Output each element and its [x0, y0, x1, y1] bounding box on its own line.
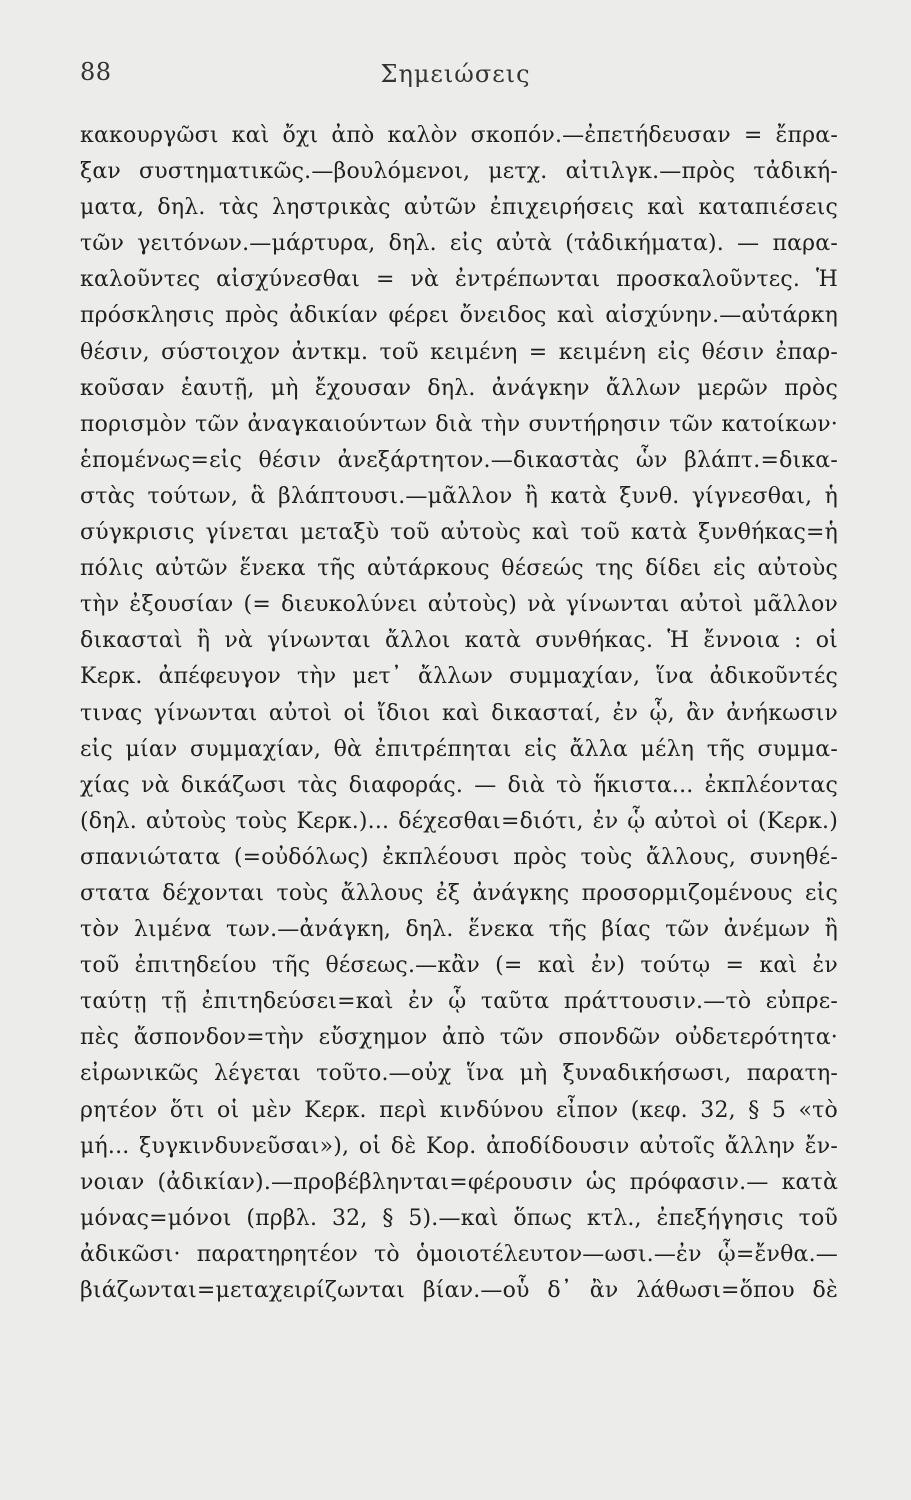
text-line: σπανιώτατα (=οὐδόλως) ἐκπλέουσι πρὸς τοὺς ἄλλους, συνηθέ- [80, 844, 838, 870]
text-line: πρόσκλησις πρὸς ἀδικίαν φέρει ὄνειδος καὶ αἰσχύνην.—αὐτάρκη [80, 303, 838, 329]
text-line: Κερκ. ἀπέφευγον τὴν μετ᾽ ἄλλων συμμαχίαν, ἵνα ἀδικοῦντές [80, 664, 838, 690]
text-line: βιάζωνται=μεταχειρίζωνται βίαν.—οὗ δ᾽ ἂν λάθωσι=ὅπου δὲ [80, 1278, 838, 1303]
text-line: τινας γίνωνται αὐτοὶ οἱ ἴδιοι καὶ δικασταί, ἐν ᾧ, ἂν ἀνήκωσιν [80, 700, 838, 726]
page-number: 88 [80, 58, 112, 86]
text-line: στὰς τούτων, ἃ βλάπτουσι.—μᾶλλον ἢ κατὰ ξυνθ. γίγνεσθαι, ἡ [80, 483, 838, 509]
text-line: κακουργῶσι καὶ ὄχι ἀπὸ καλὸν σκοπόν.—ἐπετήδευσαν = ἔπρα- [80, 123, 838, 148]
text-line: εἰρωνικῶς λέγεται τοῦτο.—οὐχ ἵνα μὴ ξυναδικήσωσι, παρατη- [80, 1061, 838, 1087]
text-line: ρητέον ὅτι οἱ μὲν Κερκ. περὶ κινδύνου εἶπον (κεφ. 32, § 5 «τὸ [80, 1097, 838, 1123]
text-line: πὲς ἄσπονδον=τὴν εὔσχημον ἀπὸ τῶν σπονδῶν οὐδετερότητα· [80, 1025, 838, 1051]
notes-text-block [80, 118, 838, 1309]
text-line: σύγκρισις γίνεται μεταξὺ τοῦ αὐτοὺς καὶ τοῦ κατὰ ξυνθήκας=ἡ [80, 520, 838, 546]
text-line: εἰς μίαν συμμαχίαν, θὰ ἐπιτρέπηται εἰς ἄλλα μέλη τῆς συμμα- [80, 736, 838, 762]
text-line: νοιαν (ἀδικίαν).—προβέβληνται=φέρουσιν ὡς πρόφασιν.— κατὰ [80, 1169, 838, 1195]
text-line: χίας νὰ δικάζωσι τὰς διαφοράς. — διὰ τὸ ἥκιστα... ἐκπλέοντας [80, 772, 838, 798]
text-line: τὴν ἐξουσίαν (= διευκολύνει αὐτοὺς) νὰ γίνωνται αὐτοὶ μᾶλλον [80, 592, 838, 618]
text-line: θέσιν, σύστοιχον ἀντκμ. τοῦ κειμένη = κειμένη εἰς θέσιν ἐπαρ- [80, 339, 838, 365]
text-line: κοῦσαν ἑαυτῇ, μὴ ἔχουσαν δηλ. ἀνάγκην ἄλλων μερῶν πρὸς [80, 375, 838, 401]
running-head: Σημειώσεις [380, 60, 531, 88]
text-line: ἑπομένως=εἰς θέσιν ἀνεξάρτητον.—δικαστὰς ὧν βλάπτ.=δικα- [80, 447, 838, 473]
text-line: τὸν λιμένα των.—ἀνάγκη, δηλ. ἕνεκα τῆς βίας τῶν ἀνέμων ἢ [80, 917, 838, 943]
text-line: πορισμὸν τῶν ἀναγκαιούντων διὰ τὴν συντήρησιν τῶν κατοίκων· [80, 411, 838, 437]
text-line: μή... ξυγκινδυνεῦσαι»), οἱ δὲ Κορ. ἀποδίδουσιν αὐτοῖς ἄλλην ἔν- [80, 1133, 838, 1159]
text-line: στατα δέχονται τοὺς ἄλλους ἐξ ἀνάγκης προσορμιζομένους εἰς [80, 880, 838, 906]
text-line: καλοῦντες αἰσχύνεσθαι = νὰ ἐντρέπωνται προσκαλοῦντες. Ἡ [80, 267, 838, 293]
text-line: ταύτῃ τῇ ἐπιτηδεύσει=καὶ ἐν ᾧ ταῦτα πράττουσιν.—τὸ εὐπρε- [80, 989, 838, 1015]
text-line: ματα, δηλ. τὰς ληστρικὰς αὐτῶν ἐπιχειρήσεις καὶ καταπιέσεις [80, 195, 838, 221]
text-line: μόνας=μόνοι (πρβλ. 32, § 5).—καὶ ὅπως κτλ., ἐπεξήγησις τοῦ [80, 1205, 838, 1231]
text-line: ξαν συστηματικῶς.—βουλόμενοι, μετχ. αἰτιλγκ.—πρὸς τἀδική- [80, 159, 838, 185]
text-line: τοῦ ἐπιτηδείου τῆς θέσεως.—κἂν (= καὶ ἐν) τούτῳ = καὶ ἐν [80, 953, 838, 979]
text-line: τῶν γειτόνων.—μάρτυρα, δηλ. εἰς αὐτὰ (τἀδικήματα). — παρα- [80, 231, 838, 257]
text-line: δικασταὶ ἢ νὰ γίνωνται ἄλλοι κατὰ συνθήκας. Ἡ ἔννοια : οἱ [80, 628, 838, 654]
text-line: (δηλ. αὐτοὺς τοὺς Κερκ.)... δέχεσθαι=διότι, ἐν ᾧ αὐτοὶ οἱ (Κερκ.) [80, 808, 838, 834]
text-line: πόλις αὐτῶν ἕνεκα τῆς αὐτάρκους θέσεώς της δίδει εἰς αὐτοὺς [80, 556, 838, 582]
text-line: ἀδικῶσι· παρατηρητέον τὸ ὁμοιοτέλευτον—ωσι.—ἐν ᾧ=ἔνθα.— [80, 1241, 838, 1267]
